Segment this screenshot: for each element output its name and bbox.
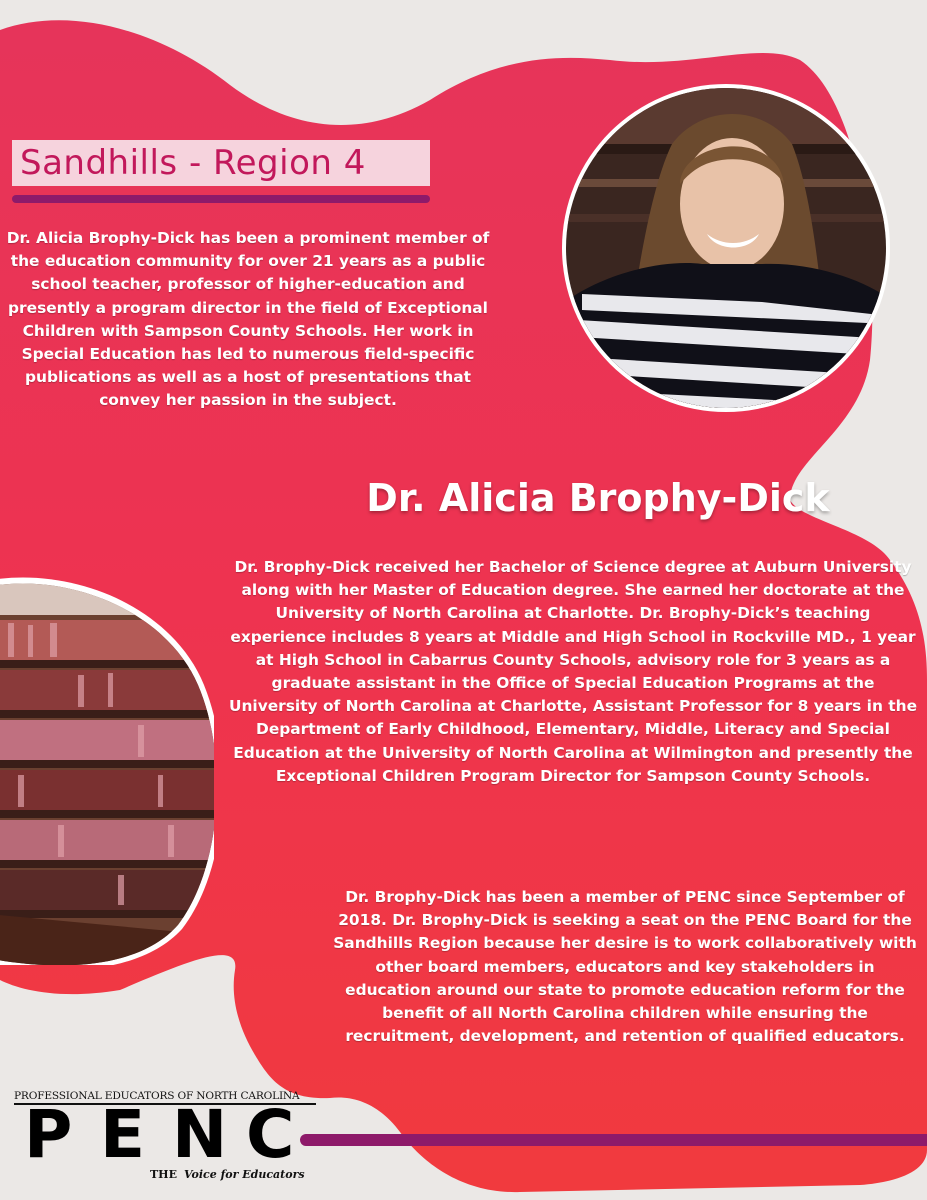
membership-paragraph: Dr. Brophy-Dick has been a member of PENC since September of 2018. Dr. Brophy-Dick is seeking a seat on the PENC Board for the Sandhills Region because her desire is to work collaboratively with other board members, educators and key stakeholders in education around our state to promote education reform for the benefit of all North Carolina children while ensuring the recruitment, development, and retention of qualified educators. xyxy=(333,888,917,1046)
penc-logo xyxy=(14,1088,316,1188)
divider-bar xyxy=(12,195,430,203)
logo-letters xyxy=(20,1096,310,1173)
library-photo xyxy=(0,575,214,965)
logo-letter-p: P xyxy=(24,1096,73,1173)
region-title: Sandhills - Region 4 xyxy=(20,143,366,183)
logo-org-name: PROFESSIONAL EDUCATORS OF NORTH CAROLINA xyxy=(14,1090,300,1102)
logo-the: THE xyxy=(150,1168,177,1181)
footer-bar xyxy=(300,1134,927,1146)
logo-letter-n: N xyxy=(172,1096,228,1173)
logo-letter-e: E xyxy=(100,1096,146,1173)
portrait-photo xyxy=(562,84,890,412)
intro-paragraph: Dr. Alicia Brophy-Dick has been a prominent member of the education community for over 21 years as a public school teacher, professor of higher-education and presently a program director in the field of Exceptional Children with Sampson County Schools. Her work in Special Education has led to numerous field-specific publications as well as a host of presentations that convey her passion in the subject. xyxy=(6,229,490,410)
bio-paragraph: Dr. Brophy-Dick received her Bachelor of Science degree at Auburn University along with her Master of Education degree. She earned her doctorate at the University of North Carolina at Charlotte. Dr. Brophy-Dick’s teaching experience includes 8 years at Middle and High School in Rockville MD., 1 year at High School in Cabarrus County Schools, advisory role for 3 years as a graduate assistant in the Office of Special Education Programs at the University of North Carolina at Charlotte, Assistant Professor for 8 years in the Department of Early Childhood, Elementary, Middle, Literacy and Special Education at the University of North Carolina at Wilmington and presently the Exceptional Children Program Director for Sampson County Schools. xyxy=(228,558,918,785)
logo-letter-c: C xyxy=(246,1096,295,1173)
logo-tagline: Voice for Educators xyxy=(184,1168,305,1181)
candidate-name: Dr. Alicia Brophy-Dick xyxy=(366,476,830,520)
